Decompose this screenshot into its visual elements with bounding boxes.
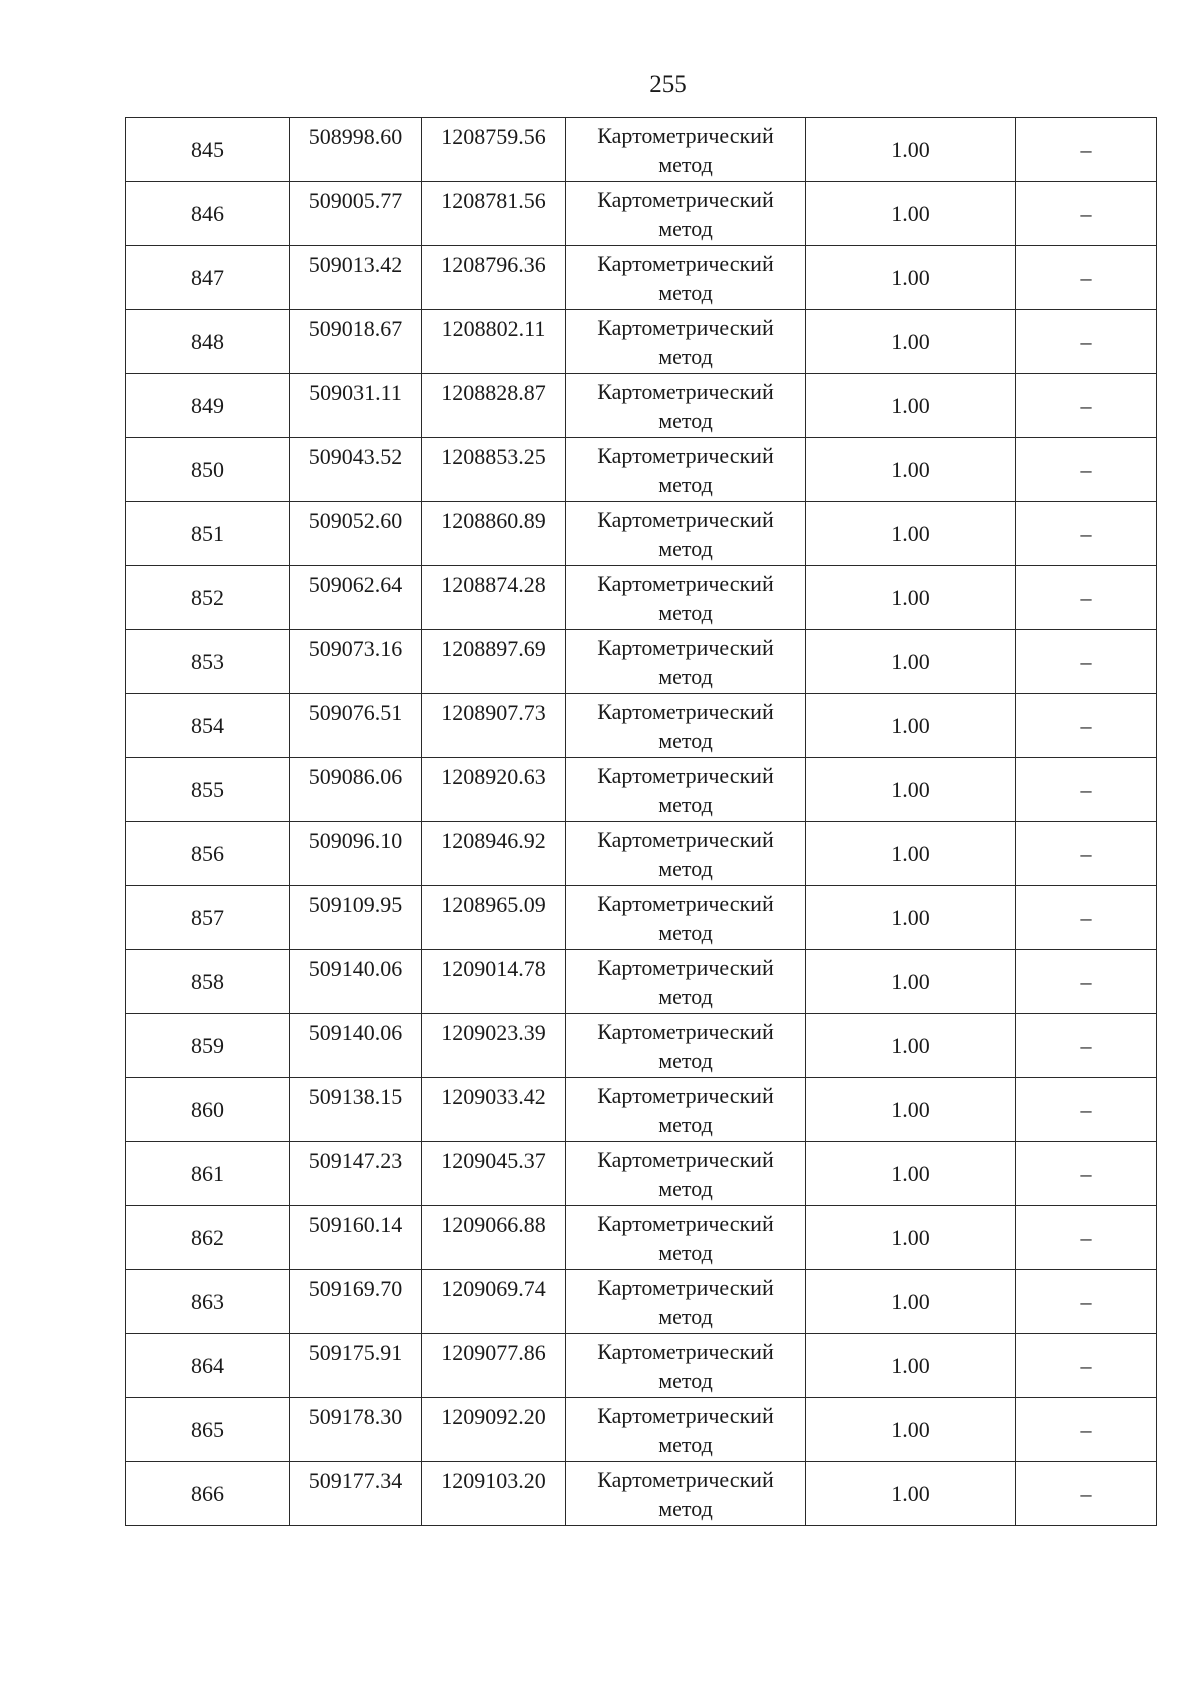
point-number-cell: 859 [126, 1014, 290, 1078]
table-row [126, 758, 1157, 822]
method-line-1: Картометрический [597, 1274, 774, 1300]
method-line-1: Картометрический [597, 186, 774, 212]
table-row [126, 1462, 1157, 1526]
point-number-cell: 862 [126, 1206, 290, 1270]
coordinate-y-cell: 1208828.87 [422, 374, 566, 438]
method-cell [566, 950, 806, 1014]
note-cell: – [1016, 1142, 1157, 1206]
method-cell [566, 694, 806, 758]
method-cell [566, 246, 806, 310]
table-row [126, 182, 1157, 246]
coordinate-y-cell: 1208802.11 [422, 310, 566, 374]
point-number-cell: 861 [126, 1142, 290, 1206]
coordinate-x-cell: 508998.60 [290, 118, 422, 182]
method-cell [566, 502, 806, 566]
table-row [126, 1014, 1157, 1078]
coordinate-x-cell: 509062.64 [290, 566, 422, 630]
accuracy-cell: 1.00 [806, 1014, 1016, 1078]
coordinate-x-cell: 509031.11 [290, 374, 422, 438]
coordinate-y-cell: 1209069.74 [422, 1270, 566, 1334]
coordinate-x-cell: 509076.51 [290, 694, 422, 758]
page-number: 255 [649, 71, 687, 98]
note-cell: – [1016, 822, 1157, 886]
point-number-cell: 854 [126, 694, 290, 758]
coordinate-x-cell: 509175.91 [290, 1334, 422, 1398]
method-line-1: Картометрический [597, 1146, 774, 1172]
method-line-2: метод [658, 919, 713, 945]
coordinate-x-cell: 509140.06 [290, 950, 422, 1014]
accuracy-cell: 1.00 [806, 246, 1016, 310]
method-line-2: метод [658, 1495, 713, 1521]
accuracy-cell: 1.00 [806, 950, 1016, 1014]
accuracy-cell: 1.00 [806, 694, 1016, 758]
coordinate-x-cell: 509018.67 [290, 310, 422, 374]
coordinates-table [125, 117, 1157, 1526]
point-number-cell: 855 [126, 758, 290, 822]
table-row [126, 1078, 1157, 1142]
coordinate-y-cell: 1208853.25 [422, 438, 566, 502]
accuracy-cell: 1.00 [806, 1462, 1016, 1526]
point-number-cell: 858 [126, 950, 290, 1014]
method-line-2: метод [658, 855, 713, 881]
coordinate-y-cell: 1208796.36 [422, 246, 566, 310]
coordinate-x-cell: 509169.70 [290, 1270, 422, 1334]
coordinate-y-cell: 1208920.63 [422, 758, 566, 822]
coordinate-y-cell: 1209092.20 [422, 1398, 566, 1462]
method-cell [566, 1206, 806, 1270]
table-row [126, 502, 1157, 566]
point-number-cell: 866 [126, 1462, 290, 1526]
note-cell: – [1016, 118, 1157, 182]
coordinate-y-cell: 1208946.92 [422, 822, 566, 886]
coordinate-x-cell: 509138.15 [290, 1078, 422, 1142]
method-line-1: Картометрический [597, 1466, 774, 1492]
note-cell: – [1016, 1334, 1157, 1398]
accuracy-cell: 1.00 [806, 758, 1016, 822]
note-cell: – [1016, 246, 1157, 310]
method-cell [566, 1334, 806, 1398]
method-line-1: Картометрический [597, 954, 774, 980]
method-cell [566, 438, 806, 502]
method-line-1: Картометрический [597, 122, 774, 148]
method-cell [566, 182, 806, 246]
coordinate-y-cell: 1208897.69 [422, 630, 566, 694]
method-cell [566, 118, 806, 182]
table-row [126, 1398, 1157, 1462]
coordinate-y-cell: 1208965.09 [422, 886, 566, 950]
coordinate-y-cell: 1209103.20 [422, 1462, 566, 1526]
method-cell [566, 1014, 806, 1078]
method-line-2: метод [658, 1239, 713, 1265]
note-cell: – [1016, 1270, 1157, 1334]
method-line-1: Картометрический [597, 1338, 774, 1364]
coordinate-x-cell: 509140.06 [290, 1014, 422, 1078]
method-line-2: метод [658, 1303, 713, 1329]
table-row [126, 1142, 1157, 1206]
accuracy-cell: 1.00 [806, 822, 1016, 886]
method-line-2: метод [658, 1175, 713, 1201]
table-row [126, 310, 1157, 374]
method-line-2: метод [658, 279, 713, 305]
accuracy-cell: 1.00 [806, 502, 1016, 566]
coordinate-y-cell: 1208759.56 [422, 118, 566, 182]
table-row [126, 566, 1157, 630]
method-line-1: Картометрический [597, 442, 774, 468]
method-line-2: метод [658, 791, 713, 817]
accuracy-cell: 1.00 [806, 1334, 1016, 1398]
note-cell: – [1016, 886, 1157, 950]
note-cell: – [1016, 694, 1157, 758]
method-line-1: Картометрический [597, 314, 774, 340]
accuracy-cell: 1.00 [806, 566, 1016, 630]
accuracy-cell: 1.00 [806, 1270, 1016, 1334]
method-line-1: Картометрический [597, 506, 774, 532]
method-cell [566, 1142, 806, 1206]
note-cell: – [1016, 566, 1157, 630]
coordinate-y-cell: 1209066.88 [422, 1206, 566, 1270]
coordinate-x-cell: 509147.23 [290, 1142, 422, 1206]
point-number-cell: 848 [126, 310, 290, 374]
table-row [126, 438, 1157, 502]
accuracy-cell: 1.00 [806, 118, 1016, 182]
point-number-cell: 847 [126, 246, 290, 310]
table-row [126, 886, 1157, 950]
method-line-1: Картометрический [597, 890, 774, 916]
coordinate-x-cell: 509013.42 [290, 246, 422, 310]
method-line-2: метод [658, 599, 713, 625]
method-line-2: метод [658, 1431, 713, 1457]
point-number-cell: 849 [126, 374, 290, 438]
table-row [126, 822, 1157, 886]
note-cell: – [1016, 1398, 1157, 1462]
method-line-1: Картометрический [597, 634, 774, 660]
note-cell: – [1016, 950, 1157, 1014]
note-cell: – [1016, 1206, 1157, 1270]
method-cell [566, 758, 806, 822]
accuracy-cell: 1.00 [806, 182, 1016, 246]
method-cell [566, 1270, 806, 1334]
point-number-cell: 845 [126, 118, 290, 182]
point-number-cell: 860 [126, 1078, 290, 1142]
coordinate-x-cell: 509160.14 [290, 1206, 422, 1270]
accuracy-cell: 1.00 [806, 1078, 1016, 1142]
coordinate-x-cell: 509109.95 [290, 886, 422, 950]
note-cell: – [1016, 310, 1157, 374]
point-number-cell: 863 [126, 1270, 290, 1334]
accuracy-cell: 1.00 [806, 310, 1016, 374]
table-row [126, 118, 1157, 182]
coordinate-x-cell: 509073.16 [290, 630, 422, 694]
method-line-1: Картометрический [597, 762, 774, 788]
point-number-cell: 850 [126, 438, 290, 502]
note-cell: – [1016, 630, 1157, 694]
method-line-1: Картометрический [597, 1082, 774, 1108]
method-cell [566, 1078, 806, 1142]
point-number-cell: 852 [126, 566, 290, 630]
accuracy-cell: 1.00 [806, 374, 1016, 438]
point-number-cell: 846 [126, 182, 290, 246]
table-row [126, 246, 1157, 310]
method-line-2: метод [658, 151, 713, 177]
table-row [126, 1206, 1157, 1270]
method-line-1: Картометрический [597, 1210, 774, 1236]
method-line-2: метод [658, 1367, 713, 1393]
point-number-cell: 856 [126, 822, 290, 886]
method-line-2: метод [658, 1111, 713, 1137]
method-line-2: метод [658, 407, 713, 433]
method-line-2: метод [658, 1047, 713, 1073]
coordinate-y-cell: 1209033.42 [422, 1078, 566, 1142]
coordinate-y-cell: 1209045.37 [422, 1142, 566, 1206]
coordinate-x-cell: 509178.30 [290, 1398, 422, 1462]
coordinate-x-cell: 509052.60 [290, 502, 422, 566]
table-row [126, 630, 1157, 694]
note-cell: – [1016, 758, 1157, 822]
method-line-1: Картометрический [597, 698, 774, 724]
method-line-1: Картометрический [597, 1402, 774, 1428]
method-line-2: метод [658, 663, 713, 689]
point-number-cell: 864 [126, 1334, 290, 1398]
accuracy-cell: 1.00 [806, 1206, 1016, 1270]
table-row [126, 1334, 1157, 1398]
accuracy-cell: 1.00 [806, 1398, 1016, 1462]
method-cell [566, 630, 806, 694]
method-line-1: Картометрический [597, 826, 774, 852]
method-line-2: метод [658, 471, 713, 497]
accuracy-cell: 1.00 [806, 630, 1016, 694]
method-line-1: Картометрический [597, 250, 774, 276]
point-number-cell: 853 [126, 630, 290, 694]
method-cell [566, 310, 806, 374]
table-row [126, 1270, 1157, 1334]
coordinate-y-cell: 1208860.89 [422, 502, 566, 566]
method-line-2: метод [658, 535, 713, 561]
note-cell: – [1016, 374, 1157, 438]
coordinate-x-cell: 509086.06 [290, 758, 422, 822]
method-line-2: метод [658, 727, 713, 753]
method-line-1: Картометрический [597, 1018, 774, 1044]
table-row [126, 950, 1157, 1014]
accuracy-cell: 1.00 [806, 886, 1016, 950]
method-cell [566, 822, 806, 886]
table-body [126, 118, 1157, 1526]
note-cell: – [1016, 1014, 1157, 1078]
coordinate-y-cell: 1208874.28 [422, 566, 566, 630]
method-cell [566, 1398, 806, 1462]
point-number-cell: 857 [126, 886, 290, 950]
method-line-2: метод [658, 983, 713, 1009]
note-cell: – [1016, 1078, 1157, 1142]
method-line-2: метод [658, 215, 713, 241]
point-number-cell: 851 [126, 502, 290, 566]
method-cell [566, 374, 806, 438]
method-cell [566, 1462, 806, 1526]
table-row [126, 694, 1157, 758]
note-cell: – [1016, 1462, 1157, 1526]
note-cell: – [1016, 502, 1157, 566]
coordinate-y-cell: 1209077.86 [422, 1334, 566, 1398]
accuracy-cell: 1.00 [806, 438, 1016, 502]
coordinate-y-cell: 1208781.56 [422, 182, 566, 246]
method-line-1: Картометрический [597, 378, 774, 404]
coordinate-x-cell: 509096.10 [290, 822, 422, 886]
method-cell [566, 886, 806, 950]
point-number-cell: 865 [126, 1398, 290, 1462]
method-line-1: Картометрический [597, 570, 774, 596]
coordinate-y-cell: 1209014.78 [422, 950, 566, 1014]
coordinate-y-cell: 1209023.39 [422, 1014, 566, 1078]
accuracy-cell: 1.00 [806, 1142, 1016, 1206]
table-row [126, 374, 1157, 438]
method-cell [566, 566, 806, 630]
coordinate-x-cell: 509005.77 [290, 182, 422, 246]
coordinate-x-cell: 509177.34 [290, 1462, 422, 1526]
coordinate-y-cell: 1208907.73 [422, 694, 566, 758]
coordinate-x-cell: 509043.52 [290, 438, 422, 502]
note-cell: – [1016, 438, 1157, 502]
note-cell: – [1016, 182, 1157, 246]
method-line-2: метод [658, 343, 713, 369]
